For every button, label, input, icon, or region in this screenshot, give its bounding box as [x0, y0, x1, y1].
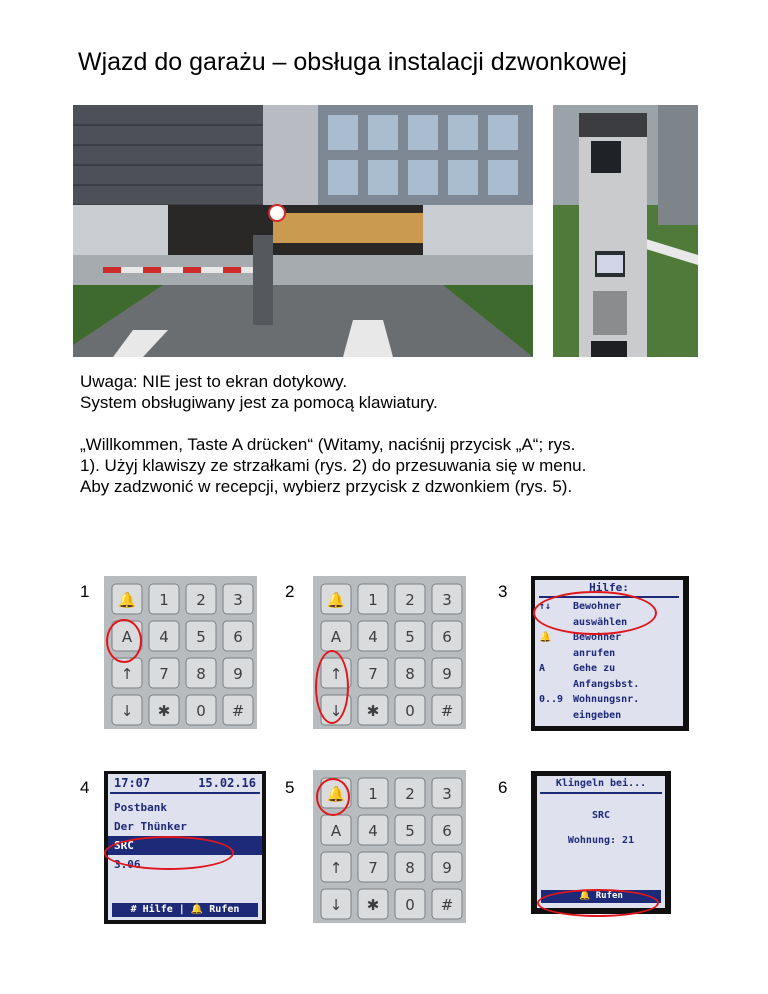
svg-text:5: 5: [405, 628, 415, 646]
keypad-key: [149, 621, 179, 651]
highlight-circle-select-resident: [533, 591, 657, 635]
keypad-key: [186, 621, 216, 651]
keypad-key: [395, 695, 425, 725]
keypad-key: [186, 658, 216, 688]
status-bar: [110, 774, 260, 794]
help-key: [539, 708, 573, 724]
keypad-key: [358, 584, 388, 614]
keypad-key: [223, 584, 253, 614]
help-key: A: [539, 663, 546, 674]
help-text: auswählen: [573, 616, 628, 628]
keypad-key: [321, 889, 351, 919]
svg-text:A: A: [121, 628, 133, 646]
svg-text:↓: ↓: [120, 702, 134, 720]
svg-text:9: 9: [442, 665, 452, 683]
help-key: [539, 677, 573, 693]
keypad-key: [358, 778, 388, 808]
keypad-key: [358, 889, 388, 919]
svg-text:0: 0: [196, 702, 206, 720]
keypad-key: [358, 658, 388, 688]
help-key: 🔔: [539, 632, 552, 643]
svg-text:4: 4: [368, 822, 378, 840]
svg-text:🔔: 🔔: [117, 591, 137, 609]
svg-text:0: 0: [405, 702, 415, 720]
help-key: ↑↓: [539, 601, 552, 612]
clock-time: 17:07: [114, 776, 151, 790]
garage-entrance-photo: [73, 105, 533, 357]
svg-text:1: 1: [159, 591, 169, 609]
page-title: Wjazd do garażu – obsługa instalacji dzwonkowej: [78, 48, 627, 76]
figure-number-5: 5: [285, 778, 295, 797]
svg-text:6: 6: [442, 822, 452, 840]
help-text: eingeben: [573, 709, 622, 721]
highlight-circle-arrow-keys: [315, 650, 349, 724]
keypad-key: [432, 852, 462, 882]
help-row: [539, 646, 679, 662]
help-row: [539, 661, 679, 677]
figure-number-2: 2: [285, 582, 295, 601]
keypad-key: [432, 584, 462, 614]
keypad-key: [395, 778, 425, 808]
keypad-key: [432, 695, 462, 725]
figure-number-3: 3: [498, 582, 508, 601]
instructions: [80, 371, 700, 497]
apartment-number: Wohnung: 21: [567, 835, 635, 846]
keypad-key: [395, 889, 425, 919]
list-item: Postbank: [114, 801, 167, 814]
svg-text:2: 2: [405, 591, 415, 609]
keypad-key: [432, 889, 462, 919]
figure-number-4: 4: [80, 778, 90, 797]
highlight-circle-bell-key: [316, 778, 350, 816]
keypad-key: [149, 695, 179, 725]
keypad-key: [223, 695, 253, 725]
help-row: [539, 677, 679, 693]
note-bell: Aby zadzwonić w recepcji, wybierz przycisk z dzwonkiem (rys. 5).: [80, 477, 573, 496]
keypad-key: [358, 695, 388, 725]
svg-text:A: A: [330, 822, 342, 840]
svg-text:6: 6: [233, 628, 243, 646]
svg-text:#: #: [440, 702, 454, 720]
help-text: Wohnungsnr.: [573, 694, 640, 705]
svg-text:1: 1: [368, 591, 378, 609]
svg-text:✱: ✱: [366, 896, 380, 914]
resident-name: SRC: [591, 810, 611, 821]
svg-text:🔔: 🔔: [326, 785, 346, 803]
figure-number-6: 6: [498, 778, 508, 797]
highlight-circle-src-row: [104, 836, 234, 870]
help-row: [539, 708, 679, 724]
svg-text:↑: ↑: [329, 665, 343, 683]
keypad-key: [395, 658, 425, 688]
svg-text:3: 3: [233, 591, 243, 609]
keypad-key: [321, 584, 351, 614]
keypad-key: [395, 584, 425, 614]
keypad-key: [395, 815, 425, 845]
keypad-key: [358, 815, 388, 845]
note-warning: Uwaga: NIE jest to ekran dotykowy.: [80, 372, 348, 391]
svg-text:9: 9: [442, 859, 452, 877]
svg-text:6: 6: [442, 628, 452, 646]
help-text: Gehe zu: [573, 663, 616, 674]
svg-text:0: 0: [405, 896, 415, 914]
screen-footer: # Hilfe | 🔔 Rufen: [112, 903, 258, 917]
keypad-key: [432, 778, 462, 808]
svg-text:✱: ✱: [157, 702, 171, 720]
keypad-key: [149, 584, 179, 614]
svg-text:8: 8: [405, 859, 415, 877]
keypad-key: [395, 621, 425, 651]
svg-text:↓: ↓: [329, 896, 343, 914]
keypad-key: [149, 658, 179, 688]
keypad-key: [112, 584, 142, 614]
svg-text:3: 3: [442, 591, 452, 609]
svg-text:7: 7: [368, 665, 378, 683]
svg-text:4: 4: [368, 628, 378, 646]
help-row: [539, 692, 679, 708]
help-key: [539, 646, 573, 662]
help-text: Anfangsbst.: [573, 678, 640, 690]
help-key: 0..9: [539, 694, 564, 705]
svg-text:2: 2: [405, 785, 415, 803]
svg-text:2: 2: [196, 591, 206, 609]
highlight-circle-a-key: [106, 619, 142, 663]
svg-text:1: 1: [368, 785, 378, 803]
keypad-key: [321, 815, 351, 845]
note-welcome: „Willkommen, Taste A drücken“ (Witamy, naciśnij przycisk „A“; rys.: [80, 435, 576, 454]
figure-number-1: 1: [80, 582, 90, 601]
keypad-key: [432, 621, 462, 651]
keypad-key: [358, 852, 388, 882]
keypad-key: [432, 658, 462, 688]
intercom-post-photo: [553, 105, 698, 357]
svg-text:#: #: [440, 896, 454, 914]
svg-text:7: 7: [368, 859, 378, 877]
keypad-key: [395, 852, 425, 882]
ringing-header: Klingeln bei...: [540, 776, 662, 794]
svg-text:🔔: 🔔: [326, 591, 346, 609]
svg-text:7: 7: [159, 665, 169, 683]
keypad-key: [223, 621, 253, 651]
svg-text:#: #: [231, 702, 245, 720]
keypad-key: [223, 658, 253, 688]
svg-text:5: 5: [405, 822, 415, 840]
highlight-circle-call-button: [537, 889, 659, 917]
svg-text:4: 4: [159, 628, 169, 646]
clock-date: 15.02.16: [198, 776, 256, 790]
keypad-key: [432, 815, 462, 845]
list-item: SRC: [108, 836, 262, 855]
svg-text:↑: ↑: [120, 665, 134, 683]
svg-text:8: 8: [196, 665, 206, 683]
svg-text:✱: ✱: [366, 702, 380, 720]
keypad-key: [112, 695, 142, 725]
help-text: Bewohner: [573, 632, 622, 643]
help-text: Bewohner: [573, 601, 622, 612]
keypad-key: [321, 852, 351, 882]
svg-text:↑: ↑: [329, 859, 343, 877]
keypad-key: [321, 621, 351, 651]
note-keyboard: System obsługiwany jest za pomocą klawiatury.: [80, 393, 438, 412]
svg-text:8: 8: [405, 665, 415, 683]
svg-text:A: A: [330, 628, 342, 646]
svg-text:3: 3: [442, 785, 452, 803]
keypad-key: [186, 695, 216, 725]
svg-text:5: 5: [196, 628, 206, 646]
svg-text:9: 9: [233, 665, 243, 683]
help-text: anrufen: [573, 647, 616, 659]
list-item: 3.06: [114, 858, 141, 871]
list-item: Der Thünker: [114, 820, 187, 833]
call-button-label: 🔔 Rufen: [541, 890, 661, 903]
keypad-key: [186, 584, 216, 614]
help-header: Hilfe:: [539, 580, 679, 598]
svg-text:↓: ↓: [329, 702, 343, 720]
note-arrows: 1). Użyj klawiszy ze strzałkami (rys. 2) do przesuwania się w menu.: [80, 456, 587, 475]
keypad-key: [358, 621, 388, 651]
